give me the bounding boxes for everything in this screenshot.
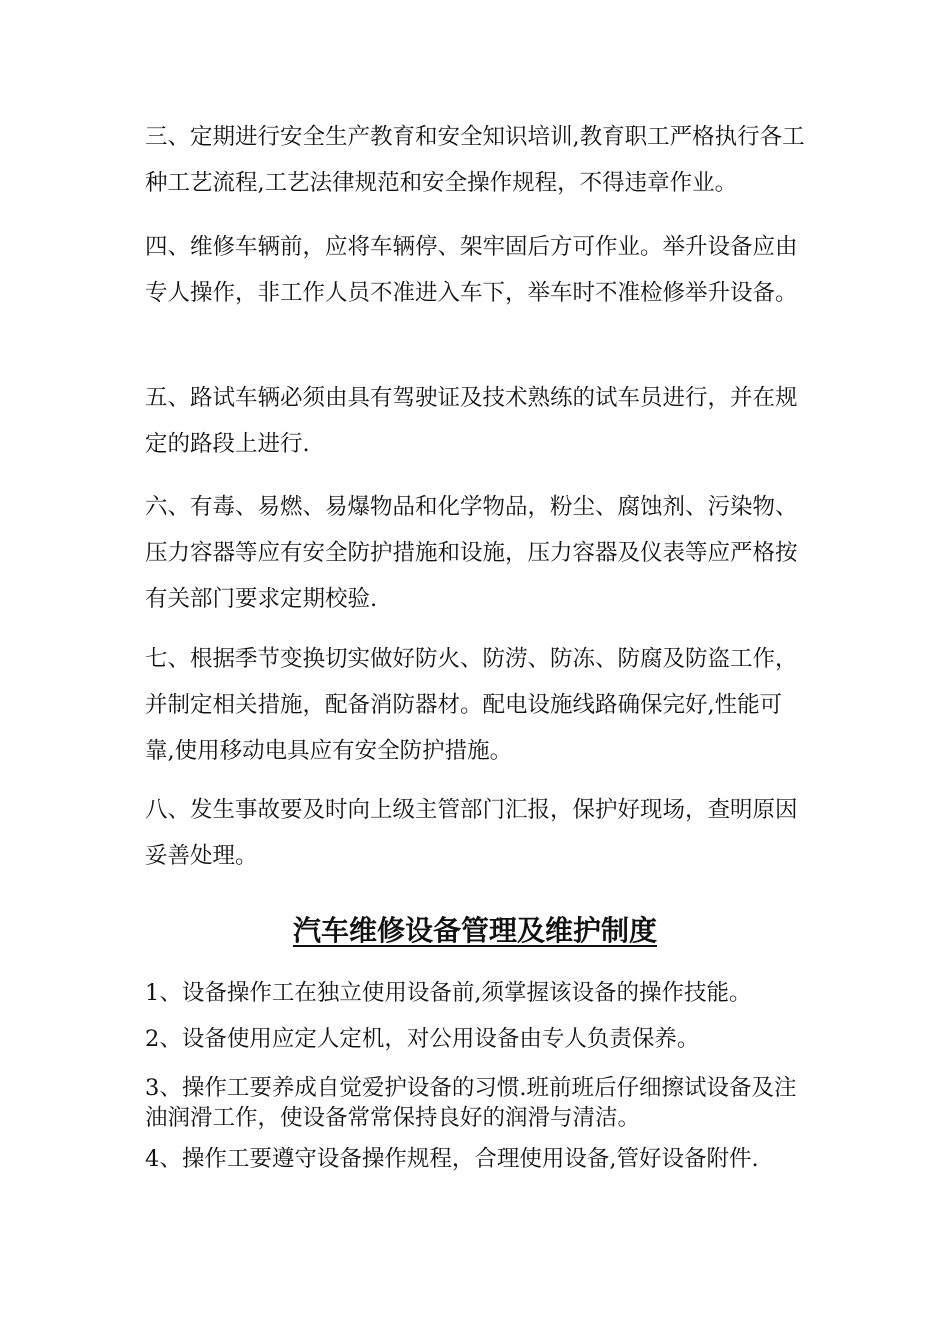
equipment-item-4: 4、操作工要遵守设备操作规程，合理使用设备,管好设备附件. — [145, 1146, 759, 1172]
rule-paragraph-5: 五、路试车辆必须由具有驾驶证及技术熟练的试车员进行，并在规定的路段上进行. — [145, 385, 798, 457]
equipment-item-1: 1、设备操作工在独立使用设备前,须掌握该设备的操作技能。 — [145, 980, 752, 1006]
equipment-item-2: 2、设备使用应定人定机，对公用设备由专人负责保养。 — [145, 1026, 700, 1052]
rule-paragraph-7: 七、根据季节变换切实做好防火、防涝、防冻、防腐及防盗工作，并制定相关措施，配备消防器材。配电设施线路确保完好,性能可靠,使用移动电具应有安全防护措施。 — [145, 646, 798, 764]
rule-paragraph-4: 四、维修车辆前，应将车辆停、架牢固后方可作业。举升设备应由专人操作，非工作人员不准进入车下，举车时不准检修举升设备。 — [145, 234, 798, 306]
rule-paragraph-6: 六、有毒、易燃、易爆物品和化学物品，粉尘、腐蚀剂、污染物、压力容器等应有安全防护措施和设施，压力容器及仪表等应严格按有关部门要求定期校验. — [145, 494, 798, 612]
rule-paragraph-8: 八、发生事故要及时向上级主管部门汇报，保护好现场，查明原因妥善处理。 — [145, 797, 798, 869]
equipment-item-3: 3、操作工要养成自觉爱护设备的习惯.班前班后仔细擦试设备及注油润滑工作，使设备常常保持良好的润滑与清洁。 — [145, 1075, 797, 1131]
rule-paragraph-3: 三、定期进行安全生产教育和安全知识培训,教育职工严格执行各工种工艺流程,工艺法律规范和安全操作规程，不得违章作业。 — [145, 124, 805, 196]
section-title: 汽车维修设备管理及维护制度 — [292, 914, 657, 947]
